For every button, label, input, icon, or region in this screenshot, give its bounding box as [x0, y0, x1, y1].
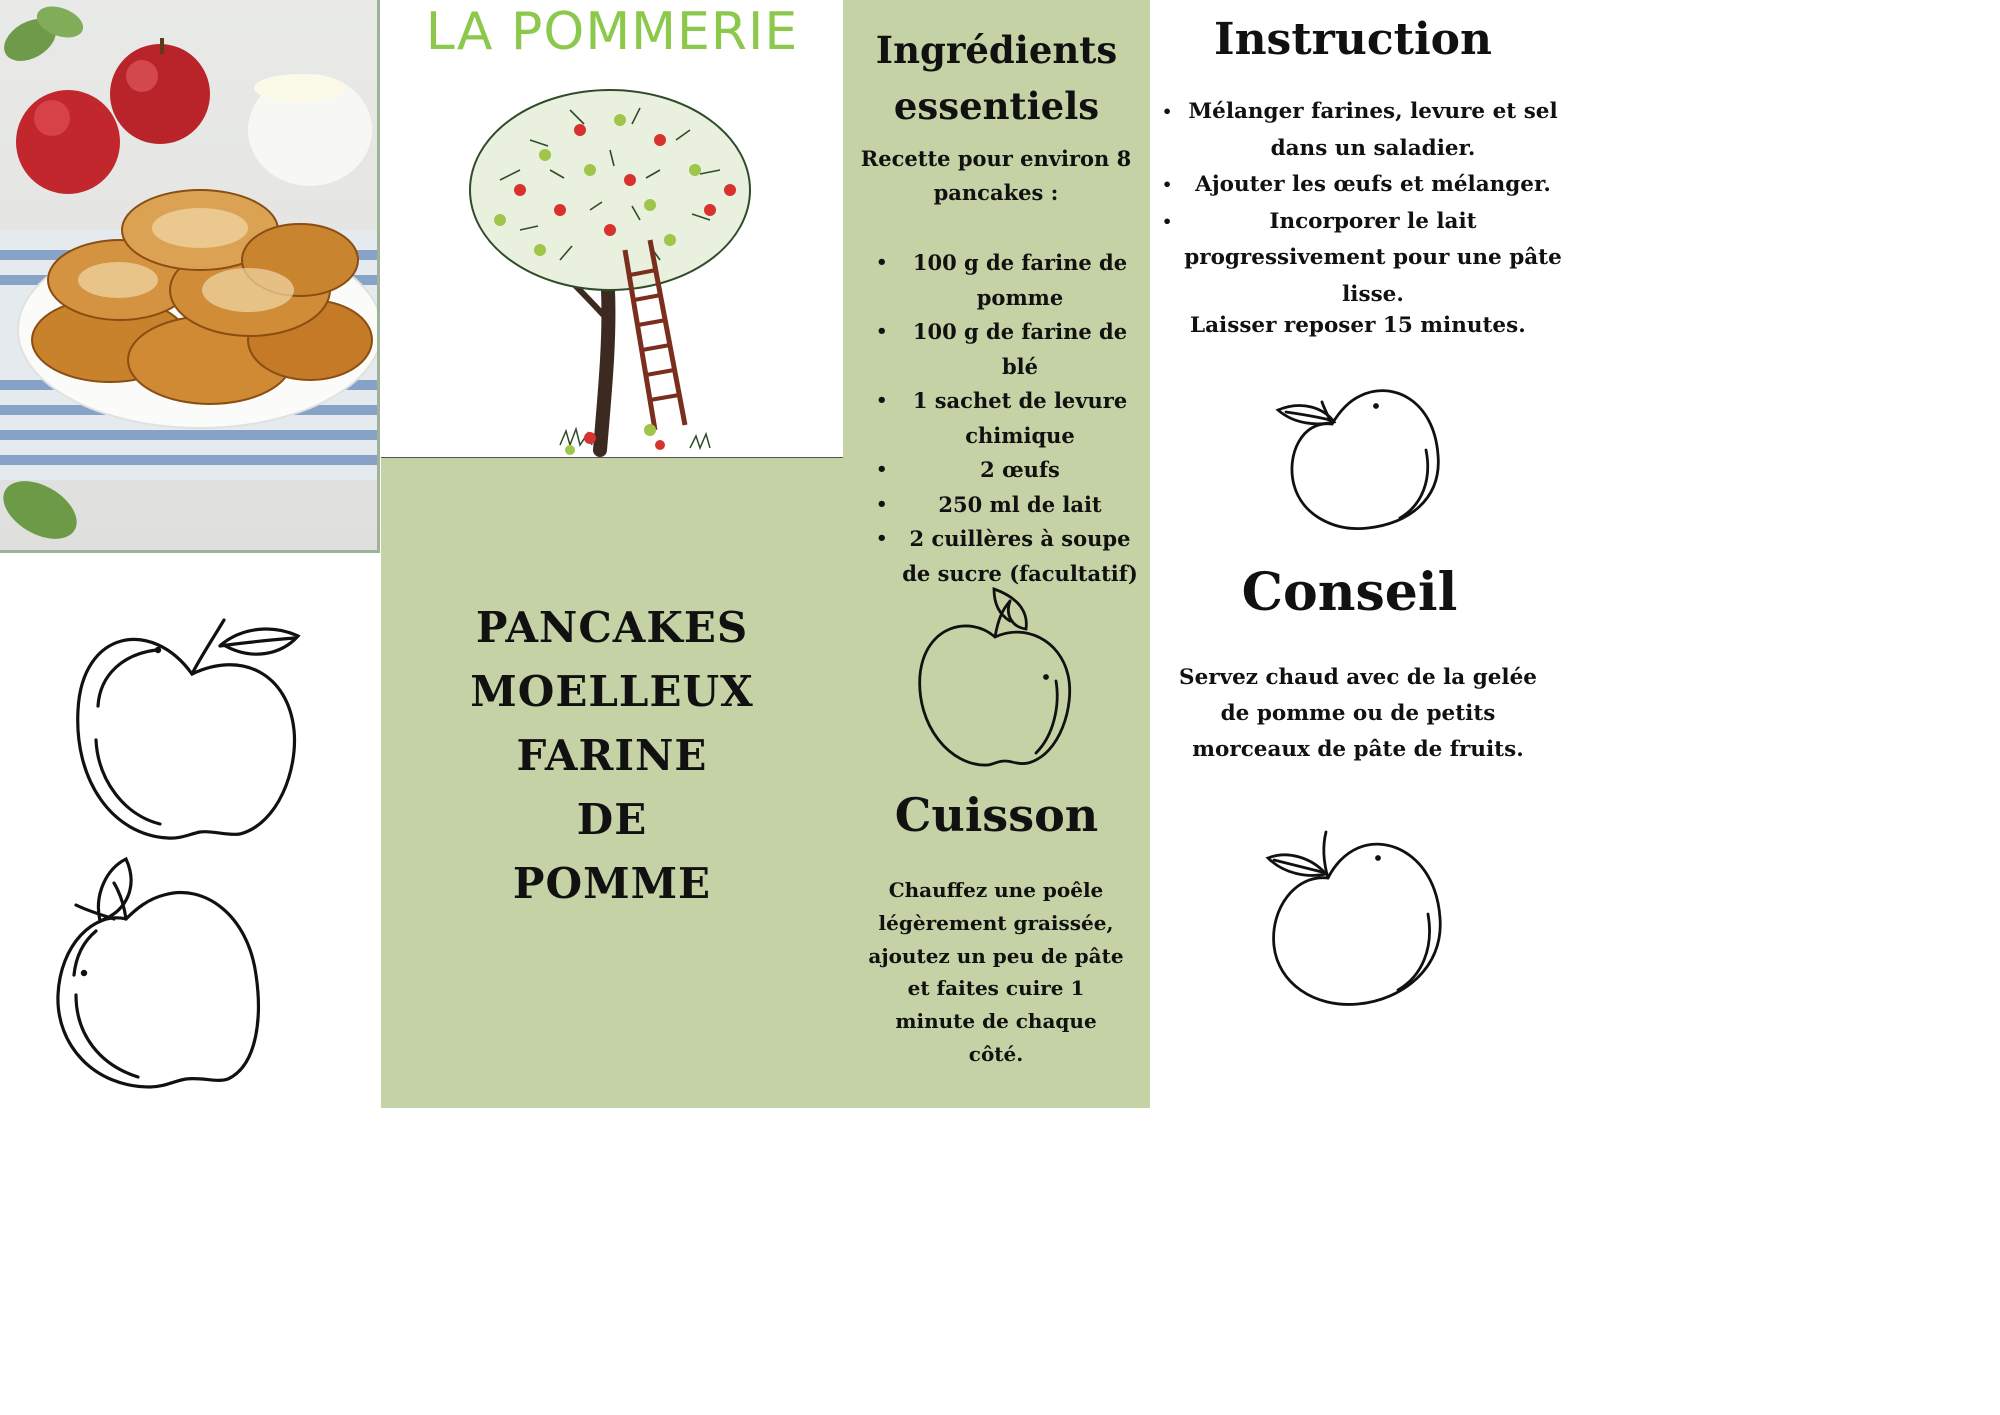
instruction-list: [1160, 94, 1562, 313]
apple-outline-icon: [54, 855, 264, 1090]
instruction-item: • Ajouter les œufs et mélanger.: [1160, 167, 1562, 204]
instruction-rest-note: Laisser reposer 15 minutes.: [1190, 313, 1526, 338]
apple-outline-icon: [910, 585, 1080, 775]
conseil-heading: Conseil: [1241, 562, 1458, 623]
ingredient-item: • 2 cuillères à soupe de sucre (facultatif): [874, 522, 1144, 591]
ingredients-intro: Recette pour environ 8 pancakes :: [860, 146, 1132, 205]
apple-outline-icon: [1272, 380, 1447, 535]
conseil-text: Servez chaud avec de la gelée de pomme ou de petits morceaux de pâte de fruits.: [1179, 665, 1537, 762]
ingredient-item: • 100 g de farine de blé: [874, 315, 1144, 384]
ingredient-item: • 2 œufs: [874, 453, 1144, 488]
ingredient-item: • 1 sachet de levure chimique: [874, 384, 1144, 453]
instruction-heading: Instruction: [1213, 14, 1492, 65]
dish-title: PANCAKES MOELLEUX FARINE DE POMME: [470, 603, 754, 908]
apple-outline-icon: [1262, 828, 1452, 1013]
instruction-item: • Incorporer le lait progressivement pour une pâte lisse.: [1160, 204, 1562, 314]
ingredient-item: • 250 ml de lait: [874, 488, 1144, 523]
cuisson-heading: Cuisson: [894, 788, 1099, 842]
pancakes-photo: [0, 0, 380, 553]
brand-title: LA POMMERIE: [425, 2, 799, 62]
ingredient-item: • 100 g de farine de pomme: [874, 246, 1144, 315]
apple-tree-illustration: [460, 60, 770, 460]
ingredients-heading: Ingrédients essentiels: [875, 28, 1118, 128]
apple-outline-icon: [72, 610, 302, 845]
instruction-item: • Mélanger farines, levure et sel dans un saladier.: [1160, 94, 1562, 167]
ingredients-list: [874, 246, 1144, 591]
cuisson-text: Chauffez une poêle légèrement graissée, ajoutez un peu de pâte et faites cuire 1 minute de chaque côté.: [868, 878, 1124, 1066]
